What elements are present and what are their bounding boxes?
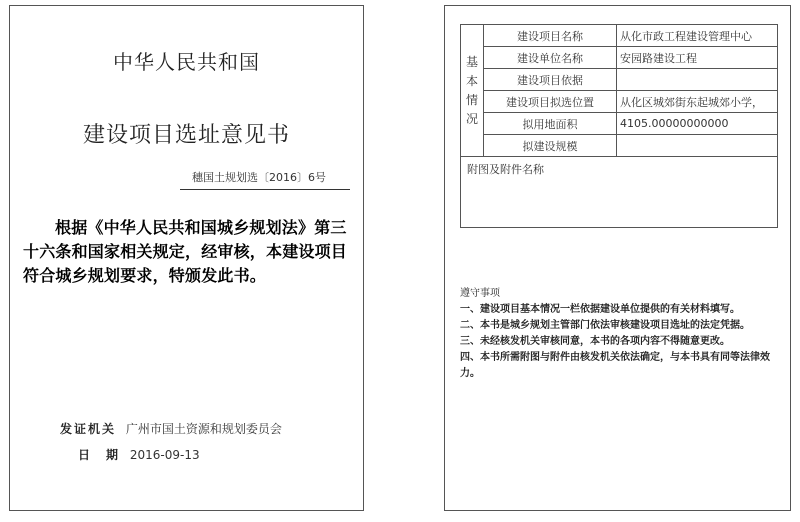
notes-title: 遵守事项: [460, 288, 500, 299]
row-label: 建设项目依据: [484, 69, 617, 91]
issuer-value: 广州市国土资源和规划委员会: [125, 422, 282, 436]
table-row: [461, 135, 778, 157]
row-label: 拟建设规模: [484, 135, 617, 157]
row-label: 建设项目名称: [484, 25, 617, 47]
row-label: 建设项目拟选位置: [484, 91, 617, 113]
document-number-underline: [180, 189, 350, 190]
document-number: 穗国土规划选〔2016〕6号: [192, 171, 326, 184]
table-row: [461, 91, 778, 113]
attachments-cell: 附图及附件名称: [461, 157, 778, 228]
notes-section: [460, 286, 778, 382]
date-label: 日 期: [78, 448, 121, 462]
certificate-right-page: [444, 5, 791, 511]
table-row: [461, 69, 778, 91]
table-row: [461, 113, 778, 135]
issuer-label: 发证机关: [60, 422, 117, 436]
row-value: 安园路建设工程: [617, 47, 778, 69]
row-value: 从化市政工程建设管理中心: [617, 25, 778, 47]
row-value: 4105.00000000000: [617, 113, 778, 135]
date-row: [78, 446, 200, 463]
row-value: [617, 135, 778, 157]
issuer-row: [60, 420, 282, 437]
certificate-left-page: [9, 5, 364, 511]
table-row: [461, 25, 778, 47]
row-label: 拟用地面积: [484, 113, 617, 135]
row-value: 从化区城郊街东起城郊小学，: [617, 91, 778, 113]
approval-statement: 根据《中华人民共和国城乡规划法》第三十六条和国家相关规定，经审核，本建设项目符合城乡规划要求，特颁发此书。: [23, 218, 348, 285]
table-row: [461, 157, 778, 228]
row-value: [617, 69, 778, 91]
date-value: 2016-09-13: [129, 448, 200, 462]
row-label: 建设单位名称: [484, 47, 617, 69]
basic-info-side-label: 基本情况: [461, 25, 484, 157]
project-info-table: [460, 24, 778, 228]
notes-item: 二、本书是城乡规划主管部门依法审核建设项目选址的法定凭据。: [460, 320, 750, 331]
notes-item: 三、未经核发机关审核同意，本书的各项内容不得随意更改。: [460, 336, 730, 347]
document-title: 建设项目选址意见书: [82, 123, 290, 148]
notes-item: 四、本书所需附图与附件由核发机关依法确定，与本书具有同等法律效力。: [460, 352, 770, 379]
notes-item: 一、建设项目基本情况一栏依据建设单位提供的有关材料填写。: [460, 304, 740, 315]
country-name: 中华人民共和国: [113, 50, 260, 74]
table-row: [461, 47, 778, 69]
